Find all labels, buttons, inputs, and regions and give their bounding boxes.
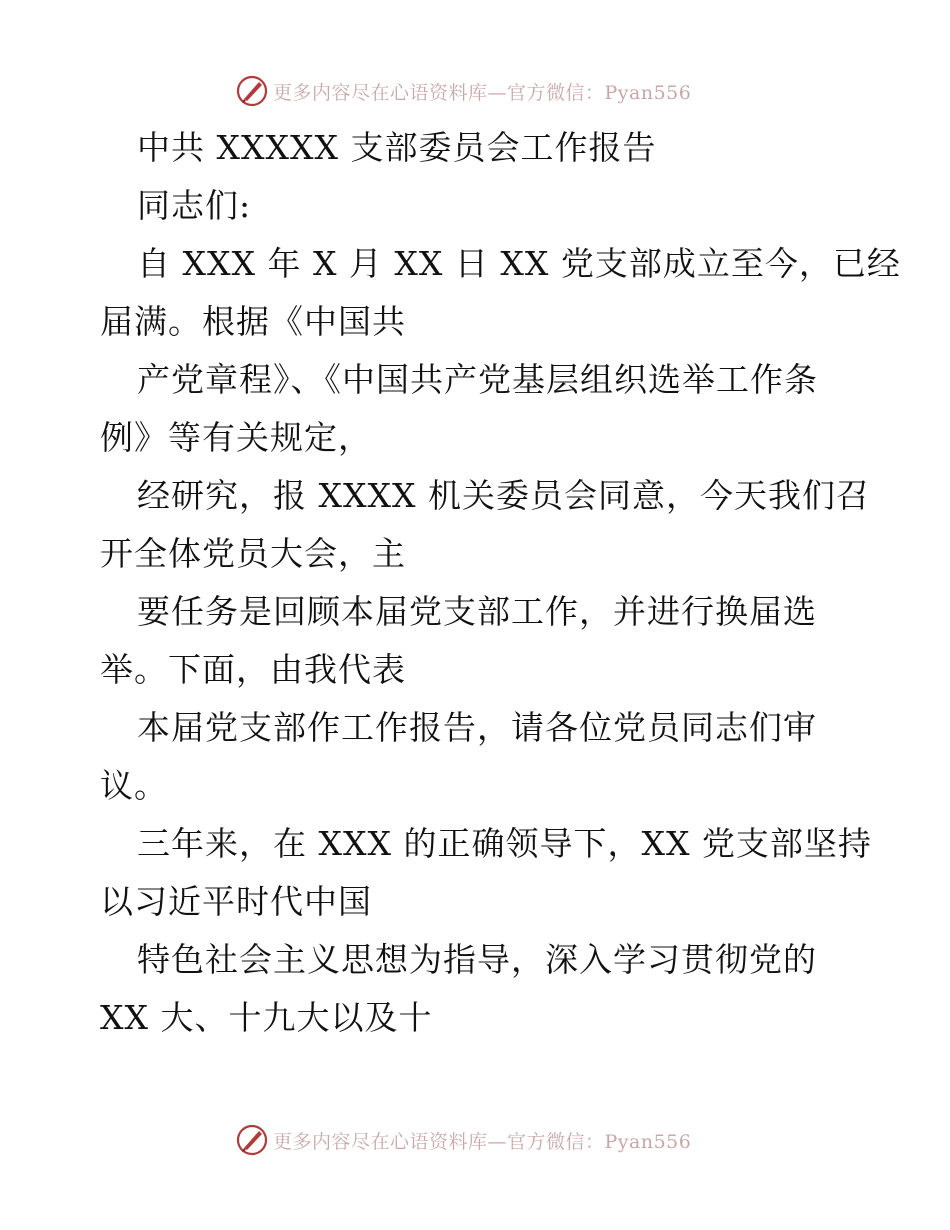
text-line: 自 XXX 年 X 月 XX 日 XX 党支部成立至今，已经 xyxy=(137,244,901,283)
quill-logo-icon xyxy=(235,1123,269,1157)
watermark-text: 更多内容尽在心语资料库—官方微信：Pyan556 xyxy=(273,1130,692,1153)
text-line: 议。 xyxy=(100,766,168,805)
text-line: 本届党支部作工作报告，请各位党员同志们审 xyxy=(137,708,817,747)
text-line: 经研究，报 XXXX 机关委员会同意，今天我们召 xyxy=(137,476,870,515)
quill-logo-icon xyxy=(235,74,269,108)
text-line: 三年来，在 XXX 的正确领导下，XX 党支部坚持 xyxy=(137,824,872,863)
document-title: 中共 XXXXX 支部委员会工作报告 xyxy=(137,128,657,167)
text-line: 以习近平时代中国 xyxy=(100,882,372,921)
text-line: 同志们: xyxy=(137,186,252,225)
watermark-text: 更多内容尽在心语资料库—官方微信：Pyan556 xyxy=(273,81,692,104)
text-line: 产党章程》、《中国共产党基层组织选举工作条 xyxy=(137,360,818,399)
text-line: XX 大、十九大以及十 xyxy=(100,998,433,1037)
text-line: 开全体党员大会，主 xyxy=(100,534,406,573)
text-line: 届满。根据《中国共 xyxy=(100,302,406,341)
watermark-banner-bottom xyxy=(235,1120,691,1160)
text-line: 例》等有关规定， xyxy=(100,418,372,457)
text-line: 特色社会主义思想为指导，深入学习贯彻党的 xyxy=(137,940,817,979)
watermark-banner-top xyxy=(235,71,691,111)
text-line: 要任务是回顾本届党支部工作，并进行换届选 xyxy=(137,592,817,631)
text-line: 举。下面，由我代表 xyxy=(100,650,406,689)
